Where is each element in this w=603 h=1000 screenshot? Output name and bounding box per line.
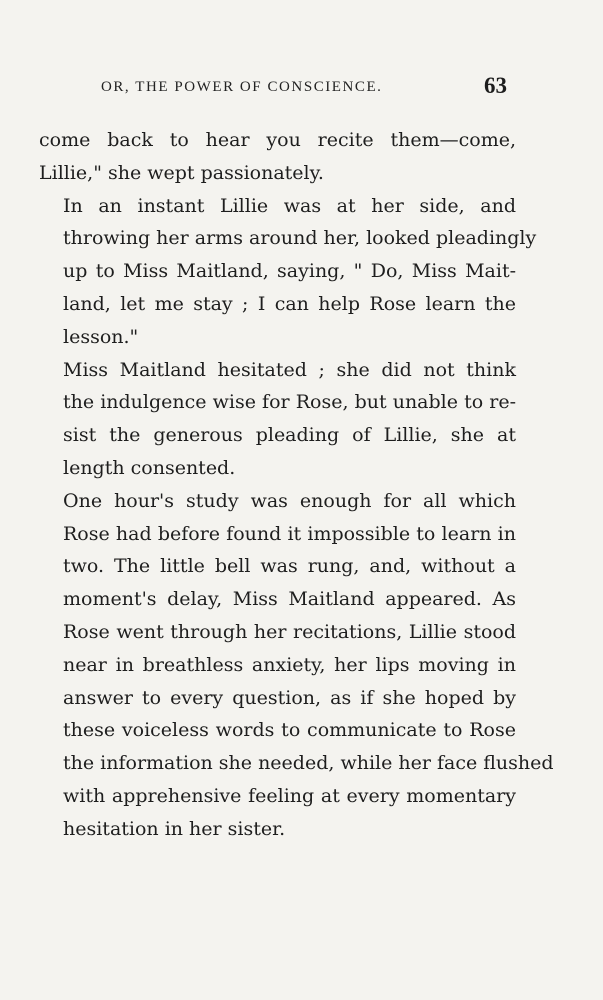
text-line: lesson." (63, 325, 139, 348)
page-number: 63 (484, 73, 507, 98)
text-line: In an instant Lillie was at her side, and (63, 194, 516, 217)
text-line: Rose went through her recitations, Lillie stood (63, 620, 516, 643)
text-line: these voiceless words to communicate to Rose (63, 719, 516, 742)
text-line: throwing her arms around her, looked pleadingly (63, 227, 537, 250)
text-line: land, let me stay ; I can help Rose learn the (63, 292, 516, 315)
text-line: up to Miss Maitland, saying, " Do, Miss Mait- (63, 260, 516, 283)
text-line: sist the generous pleading of Lillie, she at (63, 424, 516, 447)
text-line: Miss Maitland hesitated ; she did not think (63, 358, 516, 381)
text-line: two. The little bell was rung, and, without a (63, 555, 516, 578)
running-head: OR, THE POWER OF CONSCIENCE. (101, 79, 383, 95)
text-line: answer to every question, as if she hoped by (63, 686, 516, 709)
text-line: with apprehensive feeling at every momentary (63, 784, 516, 807)
text-line: moment's delay, Miss Maitland appeared. As (63, 588, 516, 611)
text-line: the indulgence wise for Rose, but unable to re- (63, 391, 516, 414)
paragraph-2 (39, 190, 537, 354)
text-line: the information she needed, while her face flushed (63, 752, 554, 775)
text-line: Rose had before found it impossible to learn in (63, 522, 516, 545)
text-line: One hour's study was enough for all which (63, 489, 516, 512)
text-line: length consented. (63, 456, 236, 479)
paragraph-4 (39, 485, 554, 846)
paragraph-1 (39, 124, 516, 190)
text-line: near in breathless anxiety, her lips moving in (63, 653, 516, 676)
text-line: hesitation in her sister. (63, 817, 286, 840)
text-line: Lillie," she wept passionately. (39, 161, 324, 184)
body-text (39, 124, 554, 846)
text-line: come back to hear you recite them—come, (39, 129, 516, 151)
paragraph-3 (39, 354, 516, 485)
